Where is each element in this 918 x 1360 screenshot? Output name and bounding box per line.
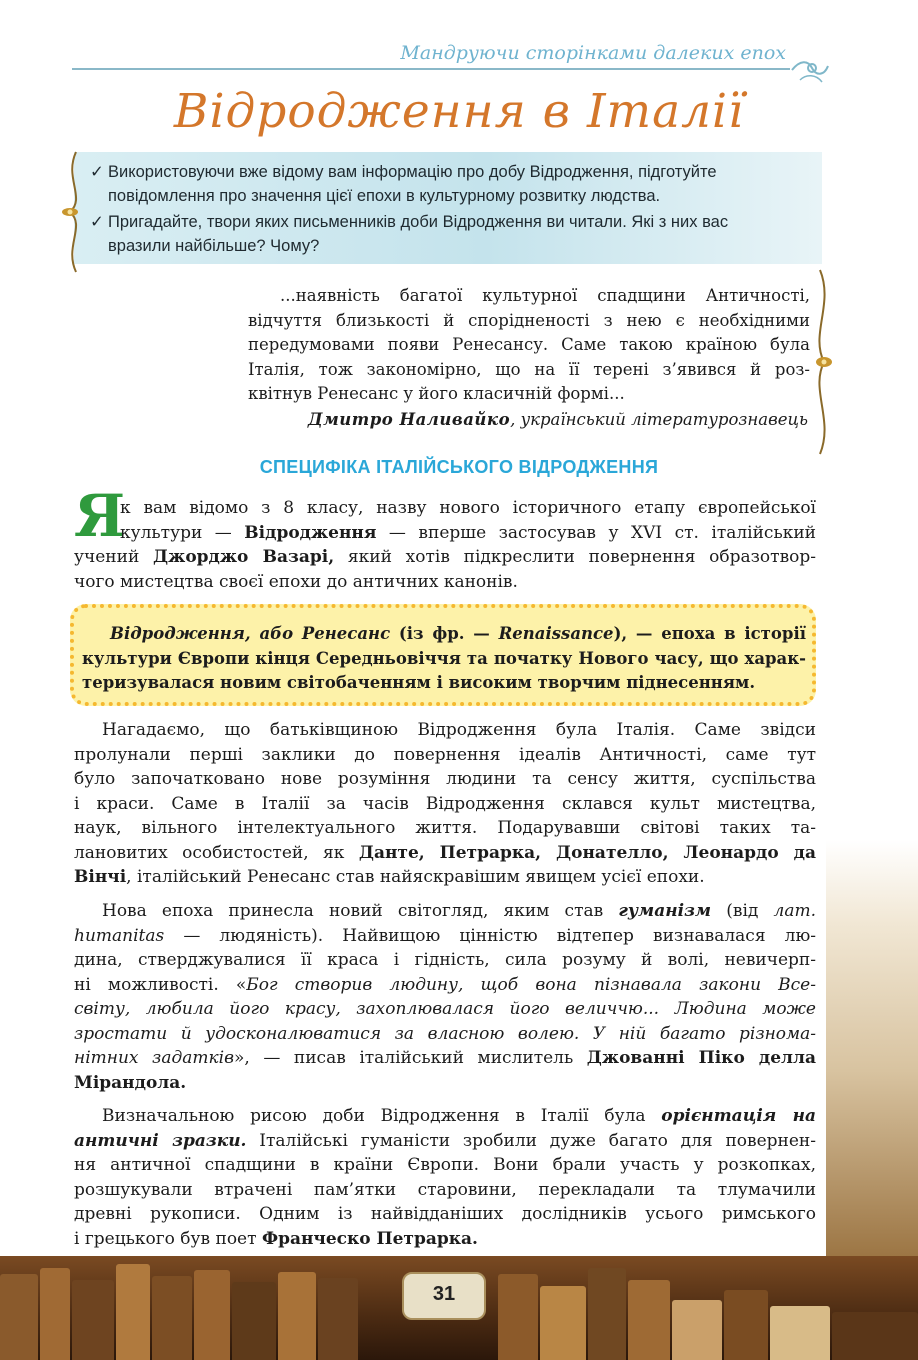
text-line: і грецького був поет Франческо Петрарка. bbox=[74, 1228, 478, 1249]
text-line: лановитих особистостей, як Данте, Петрарка, Донателло, Леонардо да bbox=[74, 842, 816, 863]
text-line: Нова епоха принесла новий світогляд, яким став гуманізм (від лат. bbox=[102, 901, 816, 921]
epigraph-line: Італія, тож закономірно, що на її терені з’явився й роз- bbox=[248, 359, 810, 379]
epigraph-attribution bbox=[308, 410, 808, 429]
text-line: дина, стверджувалися її краса і гідність, сила розуму й волі, невичерп- bbox=[74, 950, 816, 970]
book-spine bbox=[832, 1312, 918, 1360]
definition-text bbox=[82, 622, 806, 696]
book-spine bbox=[672, 1300, 722, 1360]
text-line: Мірандола. bbox=[74, 1072, 187, 1093]
text-line: теризувалася новим світобаченням і високим творчим піднесенням. bbox=[82, 673, 756, 692]
epigraph-line: квітнув Ренесанс у його класичній формі... bbox=[248, 384, 625, 403]
text-line: античні зразки. Італійські гуманісти зробили дуже багато для повернен- bbox=[74, 1130, 817, 1151]
text-line: Нагадаємо, що батьківщиною Відродження була Італія. Саме звідси bbox=[102, 720, 816, 740]
book-spine bbox=[0, 1274, 38, 1360]
running-head: Мандруючи сторінками далеких епох bbox=[400, 42, 786, 64]
book-spine bbox=[278, 1272, 316, 1360]
epigraph-line: відчуття близькості й спорідненості з нею є необхідними bbox=[248, 310, 810, 330]
book-spine bbox=[770, 1306, 830, 1360]
text-line: ні можливості. «Бог створив людину, щоб вона пізнавала закони Все- bbox=[74, 974, 816, 995]
text-line: Вінчі, італійський Ренесанс став найяскравішим явищем усієї епохи. bbox=[74, 867, 705, 887]
task-text: вразили найбільше? Чому? bbox=[108, 237, 320, 255]
text-line: ня античної спадщини в країни Європи. Вони брали участь у розкопках, bbox=[74, 1155, 816, 1175]
header-rule bbox=[72, 68, 790, 70]
book-spine bbox=[232, 1282, 276, 1360]
page-title: Відродження в Італії bbox=[173, 84, 745, 139]
checkmark-icon: ✓ bbox=[90, 213, 104, 231]
book-spine bbox=[628, 1280, 670, 1360]
text-line: humanitas — людяність). Найвищою цінністю відтепер визнавалася лю- bbox=[74, 925, 816, 946]
book-spine bbox=[498, 1274, 538, 1360]
vine-ornament-icon bbox=[806, 264, 842, 460]
book-spine bbox=[116, 1264, 150, 1360]
epigraph-line: ...наявність багатої культурної спадщини Античності, bbox=[280, 286, 810, 305]
text-line: нітних задатків», — писав італійський мислитель Джованні Піко делла bbox=[74, 1048, 816, 1068]
section-heading: СПЕЦИФІКА ІТАЛІЙСЬКОГО ВІДРОДЖЕННЯ bbox=[259, 457, 659, 477]
task-item bbox=[90, 210, 810, 258]
book-spine bbox=[194, 1270, 230, 1360]
paragraph bbox=[74, 899, 816, 1095]
text-line: пролунали перші заклики до повернення ідеалів Античності, саме тут bbox=[74, 744, 816, 765]
dropcap: Я bbox=[74, 482, 126, 550]
book-spine bbox=[588, 1268, 626, 1360]
text-line: учений Джорджо Вазарі, який хотів підкреслити повернення образотвор- bbox=[74, 547, 817, 567]
task-text: повідомлення про значення цієї епохи в культурному розвитку людства. bbox=[108, 187, 661, 205]
text-line: світу, любила його красу, захоплювалася його величчю... Людина може bbox=[74, 999, 816, 1019]
task-item bbox=[90, 160, 810, 208]
text-line: Визначальною рисою доби Відродження в Італії була орієнтація на bbox=[102, 1106, 816, 1126]
paragraph bbox=[74, 1104, 816, 1251]
book-spine bbox=[40, 1268, 70, 1360]
epigraph-author: Дмитро Наливайко bbox=[307, 410, 511, 429]
book-spine bbox=[72, 1280, 114, 1360]
epigraph bbox=[248, 284, 810, 407]
text-line: чого мистецтва своєї епохи до античних канонів. bbox=[74, 571, 518, 592]
book-spine bbox=[724, 1290, 768, 1360]
text-line: Відродження, або Ренесанс (із фр. — Renaissance), — епоха в історії bbox=[110, 624, 806, 643]
paragraph bbox=[74, 496, 816, 594]
paragraph bbox=[74, 718, 816, 890]
text-line: культури — Відродження — вперше застосував у XVI ст. італійський bbox=[120, 522, 816, 543]
task-text: Пригадайте, твори яких письменників доби Відродження ви читали. Які з них вас bbox=[108, 213, 729, 231]
decorative-still-life bbox=[826, 840, 918, 1260]
text-line: древні рукописи. Одним із найвідданіших дослідників усього римського bbox=[74, 1204, 816, 1224]
page-number: 31 bbox=[432, 1283, 456, 1305]
text-line: наук, вільного інтелектуального життя. Подарувавши світові таких та- bbox=[74, 818, 816, 838]
task-text: Використовуючи вже відому вам інформацію про добу Відродження, підготуйте bbox=[108, 163, 717, 181]
checkmark-icon: ✓ bbox=[90, 163, 104, 181]
text-line: к вам відомо з 8 класу, назву нового історичного етапу європейської bbox=[120, 498, 816, 518]
text-line: культури Європи кінця Середньовіччя та початку Нового часу, що харак- bbox=[82, 648, 806, 668]
book-spine bbox=[152, 1276, 192, 1360]
book-spine bbox=[540, 1286, 586, 1360]
epigraph-author-role: , український літературознавець bbox=[510, 410, 808, 429]
epigraph-line: передумовами появи Ренесансу. Саме такою країною була bbox=[248, 335, 810, 354]
scroll-ornament-icon bbox=[790, 52, 830, 88]
text-line: і краси. Саме в Італії за часів Відродження склався культ мистецтва, bbox=[74, 793, 816, 814]
text-line: розшукували втрачені пам’ятки старовини, перекладали та тлумачили bbox=[74, 1179, 816, 1200]
vine-ornament-icon bbox=[56, 148, 90, 276]
text-line: було започатковано нове розуміння людини та сенсу життя, суспільства bbox=[74, 769, 816, 789]
text-line: зростати й удосконалюватися за власною волею. У ній багато різнома- bbox=[74, 1023, 816, 1044]
book-spine bbox=[318, 1278, 358, 1360]
